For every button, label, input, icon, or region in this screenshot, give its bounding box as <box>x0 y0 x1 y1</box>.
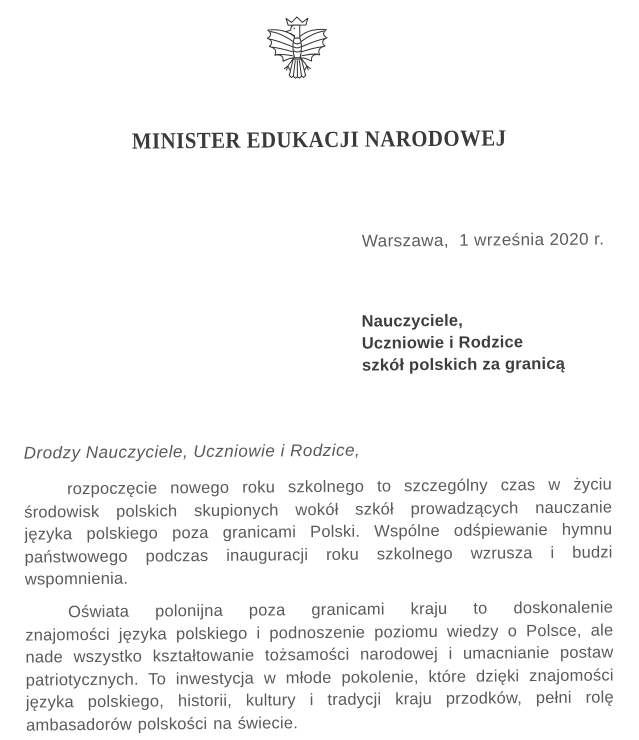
paragraph-line: Oświata polonijna poza granicami kraju to doskonalenie <box>68 598 614 622</box>
paragraph-line: wspomnienia. <box>24 569 129 589</box>
paragraph-line: środowisk polskich skupionych wokół szkół prowadzących nauczanie <box>24 497 613 522</box>
addressee-line: Uczniowie i Rodzice <box>361 333 524 353</box>
paragraph-line: języka polskiego poza granicami Polski. Wspólne odśpiewanie hymnu <box>24 520 613 544</box>
paragraph-line: państwowego podczas inauguracji roku szkolnego wzrusza i budzi <box>24 542 613 567</box>
addressee-line: szkół polskich za granicą <box>361 354 566 375</box>
paragraph-line: nade wszystko kształtowanie tożsamości narodowej i umacnianie postaw <box>25 643 614 667</box>
paragraph-line: języka polskiego, historii, kultury i tradycji kraju przodków, pełni rolę <box>25 688 614 712</box>
salutation: Drodzy Nauczyciele, Uczniowie i Rodzice, <box>23 440 361 463</box>
polish-eagle-emblem <box>263 15 332 93</box>
paragraph-line: patriotycznych. To inwestycja w młode pokolenie, które dzięki znajomości <box>25 665 614 690</box>
body-paragraph-2 <box>25 598 614 738</box>
eagle-icon <box>263 15 332 93</box>
addressee-block <box>361 309 565 377</box>
sender-title: MINISTER EDUKACJI NARODOWEJ <box>131 125 507 154</box>
paragraph-line: rozpoczęcie nowego roku szkolnego to szczególny czas w życiu <box>66 475 613 499</box>
dateline: Warszawa, 1 września 2020 r. <box>361 229 605 251</box>
body-paragraph-1 <box>24 475 613 593</box>
paragraph-line: znajomości języka polskiego i podnoszenie poziomu wiedzy o Polsce, ale <box>25 620 614 645</box>
paragraph-line: ambasadorów polskości na świecie. <box>26 713 299 735</box>
addressee-line: Nauczyciele, <box>361 311 464 331</box>
